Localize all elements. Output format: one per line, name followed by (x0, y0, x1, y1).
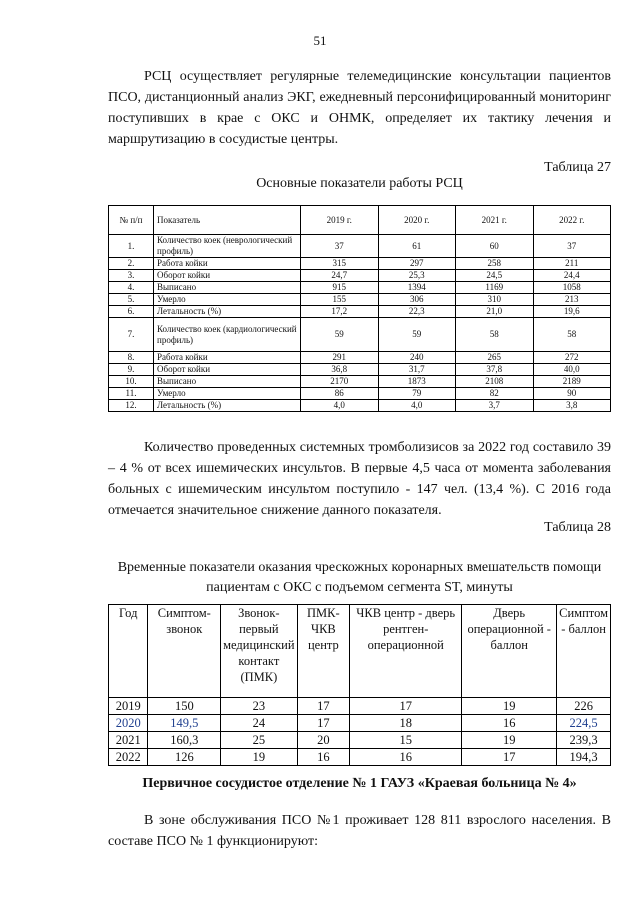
header-cell: Дверь операционной - баллон (462, 605, 557, 698)
table-row (109, 270, 611, 282)
cell: 2. (109, 258, 154, 270)
header-cell: ЧКВ центр - дверь рентген-операционной (350, 605, 462, 698)
cell: 40,0 (533, 364, 611, 376)
cell: 19 (462, 732, 557, 749)
header-cell: 2020 г. (378, 206, 456, 235)
cell: 155 (301, 294, 379, 306)
cell: 226 (557, 698, 611, 715)
cell: 9. (109, 364, 154, 376)
cell: 22,3 (378, 306, 456, 318)
cell: Работа койки (154, 352, 301, 364)
pci-times-table (108, 604, 611, 766)
cell: 58 (533, 318, 611, 352)
cell: 59 (301, 318, 379, 352)
table-27-label: Таблица 27 (544, 160, 611, 175)
cell: 8. (109, 352, 154, 364)
cell: 37 (533, 235, 611, 258)
cell: 2170 (301, 376, 379, 388)
cell: 82 (456, 388, 534, 400)
table-row (109, 732, 611, 749)
cell: 6. (109, 306, 154, 318)
cell: 17 (350, 698, 462, 715)
cell: 24 (221, 715, 297, 732)
cell: 25,3 (378, 270, 456, 282)
header-cell: Звонок-первый медицинский контакт (ПМК) (221, 605, 297, 698)
cell: Оборот койки (154, 364, 301, 376)
cell: 2020 (109, 715, 148, 732)
cell: 37,8 (456, 364, 534, 376)
cell: 90 (533, 388, 611, 400)
cell: Умерло (154, 388, 301, 400)
table-row (109, 698, 611, 715)
cell: 1058 (533, 282, 611, 294)
cell: 24,7 (301, 270, 379, 282)
header-cell: № п/п (109, 206, 154, 235)
cell: Летальность (%) (154, 400, 301, 412)
cell: 149,5 (148, 715, 221, 732)
table-row (109, 376, 611, 388)
cell: Выписано (154, 376, 301, 388)
cell: 20 (297, 732, 350, 749)
cell: 194,3 (557, 749, 611, 766)
table-row (109, 400, 611, 412)
cell: 60 (456, 235, 534, 258)
cell: 61 (378, 235, 456, 258)
table-header-row (109, 605, 611, 698)
cell: 79 (378, 388, 456, 400)
cell: Выписано (154, 282, 301, 294)
table-row (109, 364, 611, 376)
header-cell: Симптом-звонок (148, 605, 221, 698)
cell: Летальность (%) (154, 306, 301, 318)
cell: 36,8 (301, 364, 379, 376)
cell: 86 (301, 388, 379, 400)
table-row (109, 388, 611, 400)
page-number: 51 (313, 33, 327, 48)
table-row (109, 235, 611, 258)
cell: 915 (301, 282, 379, 294)
cell: 306 (378, 294, 456, 306)
table-28-label: Таблица 28 (544, 520, 611, 535)
cell: 24,5 (456, 270, 534, 282)
table-row (109, 715, 611, 732)
cell: 126 (148, 749, 221, 766)
cell: 1. (109, 235, 154, 258)
cell: 16 (297, 749, 350, 766)
intro-paragraph: РСЦ осуществляет регулярные телемедицинские консультации пациентов ПСО, дистанционный анализ ЭКГ, ежедневный персонифицированный мониторинг поступивших в крае с ОКС и ОНМК, определяет их тактику лечения и маршрутизацию в сосудистые центры. (108, 69, 611, 147)
stats-table (108, 205, 611, 412)
table-row (109, 352, 611, 364)
cell: Количество коек (неврологический профиль) (154, 235, 301, 258)
cell: 11. (109, 388, 154, 400)
cell: 37 (301, 235, 379, 258)
cell: 2108 (456, 376, 534, 388)
cell: 2189 (533, 376, 611, 388)
cell: 19,6 (533, 306, 611, 318)
cell: 12. (109, 400, 154, 412)
cell: 1169 (456, 282, 534, 294)
thrombolysis-paragraph: Количество проведенных системных тромболизисов за 2022 год составило 39 – 4 % от всех ишемических инсультов. В первые 4,5 часа от момента заболевания больных с ишемическим инсультом поступило - 147 чел. (13,4 %). С 2016 года отмечается значительное снижение данного показателя. (108, 440, 611, 518)
cell: 24,4 (533, 270, 611, 282)
cell: 211 (533, 258, 611, 270)
header-cell: 2019 г. (301, 206, 379, 235)
cell: 17 (462, 749, 557, 766)
cell: 160,3 (148, 732, 221, 749)
cell: Оборот койки (154, 270, 301, 282)
cell: 3,8 (533, 400, 611, 412)
cell: 258 (456, 258, 534, 270)
cell: 239,3 (557, 732, 611, 749)
cell: 2021 (109, 732, 148, 749)
cell: 2019 (109, 698, 148, 715)
header-cell: 2022 г. (533, 206, 611, 235)
cell: 59 (378, 318, 456, 352)
cell: 224,5 (557, 715, 611, 732)
cell: 21,0 (456, 306, 534, 318)
header-cell: Симптом - баллон (557, 605, 611, 698)
closing-paragraph: В зоне обслуживания ПСО №1 проживает 128 811 взрослого населения. В составе ПСО № 1 функционируют: (108, 813, 611, 849)
cell: 310 (456, 294, 534, 306)
header-cell: Год (109, 605, 148, 698)
cell: 10. (109, 376, 154, 388)
cell: 1873 (378, 376, 456, 388)
table-28-title: Временные показатели оказания чрескожных коронарных вмешательств помощи пациентам с ОКС с подъемом сегмента ST, минуты (117, 560, 602, 595)
cell: 18 (350, 715, 462, 732)
cell: 272 (533, 352, 611, 364)
cell: 5. (109, 294, 154, 306)
cell: 265 (456, 352, 534, 364)
cell: 3. (109, 270, 154, 282)
cell: 4. (109, 282, 154, 294)
cell: 31,7 (378, 364, 456, 376)
cell: Количество коек (кардиологический профиль) (154, 318, 301, 352)
cell: Умерло (154, 294, 301, 306)
header-cell: 2021 г. (456, 206, 534, 235)
cell: 213 (533, 294, 611, 306)
cell: 17,2 (301, 306, 379, 318)
cell: 16 (462, 715, 557, 732)
cell: 2022 (109, 749, 148, 766)
cell: 291 (301, 352, 379, 364)
cell: 3,7 (456, 400, 534, 412)
cell: 7. (109, 318, 154, 352)
cell: 297 (378, 258, 456, 270)
table-header-row (109, 206, 611, 235)
cell: 4,0 (378, 400, 456, 412)
header-cell: Показатель (154, 206, 301, 235)
cell: 23 (221, 698, 297, 715)
cell: 150 (148, 698, 221, 715)
cell: Работа койки (154, 258, 301, 270)
table-27-title: Основные показатели работы РСЦ (256, 176, 463, 191)
cell: 16 (350, 749, 462, 766)
cell: 240 (378, 352, 456, 364)
table-row (109, 318, 611, 352)
cell: 17 (297, 698, 350, 715)
table-row (109, 258, 611, 270)
table-row (109, 749, 611, 766)
table-row (109, 282, 611, 294)
cell: 4,0 (301, 400, 379, 412)
cell: 19 (462, 698, 557, 715)
section-heading: Первичное сосудистое отделение № 1 ГАУЗ «Краевая больница № 4» (142, 776, 577, 791)
table-row (109, 306, 611, 318)
cell: 315 (301, 258, 379, 270)
cell: 17 (297, 715, 350, 732)
table-row (109, 294, 611, 306)
cell: 19 (221, 749, 297, 766)
cell: 58 (456, 318, 534, 352)
cell: 25 (221, 732, 297, 749)
cell: 1394 (378, 282, 456, 294)
cell: 15 (350, 732, 462, 749)
header-cell: ПМК-ЧКВ центр (297, 605, 350, 698)
